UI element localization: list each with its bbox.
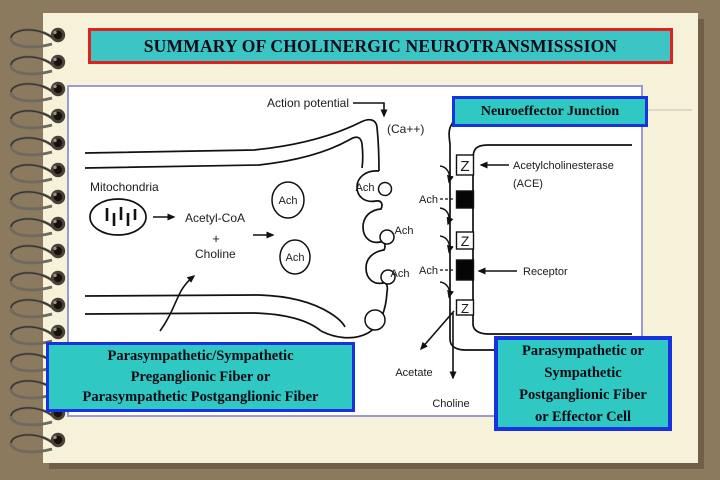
ach-label-cleft-1: Ach: [394, 225, 414, 237]
callout-line: Postganglionic Fiber: [519, 386, 647, 403]
ach-arrow-4: [440, 282, 450, 297]
presynaptic-fiber: [85, 120, 387, 338]
binding-ring: [11, 271, 65, 290]
neuroeffector-junction-label: Neuroeffector Junction: [480, 103, 620, 119]
binding-ring: [11, 109, 65, 128]
vesicle-bump-1: [379, 183, 392, 196]
receptor-box-2: [457, 260, 474, 280]
callout-line: Preganglionic Fiber or: [130, 368, 271, 385]
z-glyph-1: Z: [460, 158, 470, 175]
ach-dashed-links: [440, 199, 455, 270]
binding-ring: [11, 136, 65, 155]
acetylcholinesterase-label: Acetylcholinesterase: [513, 160, 614, 172]
column-right-line: [473, 145, 632, 334]
binding-ring: [11, 217, 65, 236]
ach-label-cleft-2: Ach: [390, 268, 410, 280]
postganglionic-fiber-box: [494, 336, 672, 431]
callout-line: Sympathetic: [544, 364, 622, 381]
acetate-arrow: [421, 311, 454, 349]
binding-ring: [11, 433, 65, 452]
mitochondria-label: Mitochondria: [90, 180, 159, 194]
z-glyph-3: Z: [461, 301, 469, 316]
ach-arrow-2: [440, 208, 449, 224]
axon-bottom-outer-membrane: [85, 313, 321, 331]
membrane-sites: [457, 155, 474, 316]
receptor-label: Receptor: [523, 266, 568, 278]
callout-line: Parasympathetic Postganglionic Fiber: [82, 389, 319, 406]
binding-ring: [11, 82, 65, 101]
choline-product-label: Choline: [432, 398, 470, 410]
vesicle-bump-2: [380, 230, 394, 244]
preganglionic-fiber-box: [46, 342, 355, 412]
binding-ring: [11, 55, 65, 74]
axon-top-outer-membrane: [85, 120, 379, 171]
ach-arrow-1: [440, 166, 450, 182]
receptor-box-1: [457, 191, 474, 208]
ach-label-fusing: Ach: [355, 182, 375, 194]
choline-reuptake-arrow: [160, 276, 194, 331]
ach-arrow-3: [440, 236, 450, 252]
ach-label-vesicle-2: Ach: [285, 252, 305, 264]
ach-label-at-receptor-1: Ach: [419, 194, 438, 206]
divider-line: [648, 109, 692, 111]
calcium-label: (Ca++): [387, 122, 425, 136]
column-left-line: [449, 124, 632, 350]
choline-label: Choline: [195, 247, 236, 261]
action-potential-label: Action potential: [266, 96, 350, 110]
neuroeffector-junction-box: [452, 96, 648, 127]
binding-ring: [11, 298, 65, 317]
vesicle-bump-4: [365, 310, 385, 330]
ach-label-at-receptor-2: Ach: [419, 265, 438, 277]
callout-line: Parasympathetic or: [521, 342, 644, 359]
page-title: SUMMARY OF CHOLINERGIC NEUROTRANSMISSSION: [143, 35, 618, 56]
callout-line: or Effector Cell: [534, 408, 632, 425]
plus-label: +: [212, 231, 220, 246]
ach-label-vesicle-1: Ach: [278, 195, 298, 207]
acetate-label: Acetate: [395, 367, 433, 379]
mitochondria-icon: [90, 199, 146, 235]
ace-abbrev-label: (ACE): [513, 178, 543, 190]
slide-title-box: [88, 28, 673, 64]
binding-ring: [11, 163, 65, 182]
z-glyph-2: Z: [460, 233, 470, 249]
callout-line: Parasympathetic/Sympathetic: [107, 348, 294, 365]
postsynaptic-membrane: [449, 120, 632, 350]
ach-diffusion-arrows: [440, 166, 450, 297]
binding-ring: [11, 244, 65, 263]
action-potential-arrow: [353, 103, 384, 116]
binding-ring: [11, 190, 65, 209]
acetyl-coa-label: Acetyl-CoA: [185, 211, 246, 225]
binding-ring: [11, 28, 65, 47]
